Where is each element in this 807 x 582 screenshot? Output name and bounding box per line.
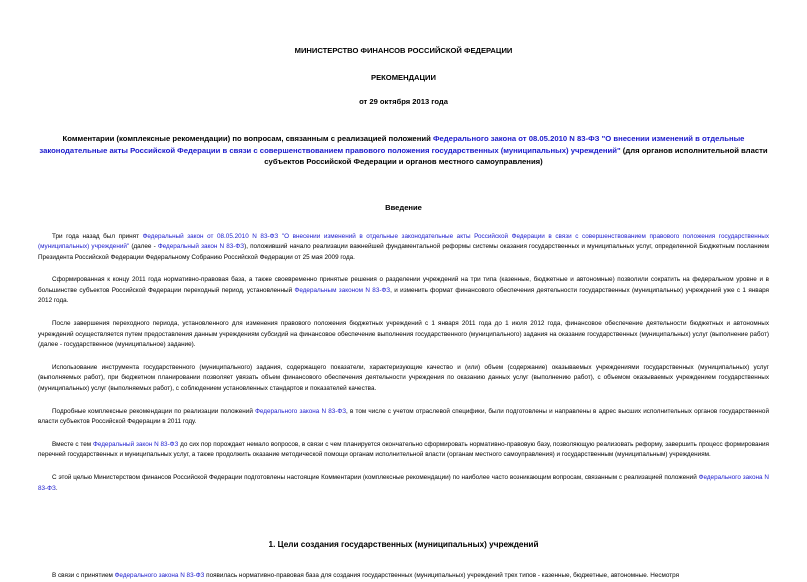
paragraph-text: (далее - [129,243,158,251]
title-prefix: Комментарии (комплексные рекомендации) по вопросам, связанным с реализацией положений [62,134,433,143]
paragraph-text: Вместе с тем [52,440,93,448]
ministry-heading: МИНИСТЕРСТВО ФИНАНСОВ РОССИЙСКОЙ ФЕДЕРАЦИИ [294,46,513,55]
section-1-heading: 1. Цели создания государственных (муниципальных) учреждений [268,540,539,550]
paragraph-7 [38,473,769,494]
paragraph-text: до сих пор порождает немало вопросов, в связи с чем планируется окончательно сформировать нормативно-правовую базу, позволяющую реализовать реформу, завершить процесс формирования перечней государственных и муниципальных услуг, а также продолжить оказание методической помощи органам исполнительной власти (органам местного самоуправления) и государственным (муниципальным) учреждениям. [38,440,769,459]
paragraph-8 [38,571,769,582]
intro-heading: Введение [385,202,422,212]
law-link[interactable]: Федерального закона N 83-ФЗ [255,407,347,415]
law-link[interactable]: Федерального закона N 83-ФЗ [38,474,770,492]
paragraph-text: Подробные комплексные рекомендации по реализации положений [52,407,256,415]
paragraph-5 [38,407,769,428]
law-link[interactable]: Федеральный закон от 08.05.2010 N 83-ФЗ "О внесении изменений в отдельные законодательные акты Российской Федерации в связи с совершенствованием правового положения государственных (муниципальных) учреждений" [38,232,770,251]
paragraph-text: Сформированная к концу 2011 года нормативно-правовая база, а также своевременно принятые решения о разделении учреждений на три типа (казенные, бюджетные и автономные) позволили сократить на федеральном уровне и в большинстве субъектов Российской Федерации переходный период, установленный [38,276,769,294]
title-suffix: (для органов исполнительной власти субъектов Российской Федерации и органов местного самоуправления) [264,145,768,166]
paragraph-4 [38,363,769,395]
paragraph-text: Три года назад был принят [52,232,143,240]
law-link[interactable]: Федеральным законом N 83-ФЗ [294,286,391,294]
law-link[interactable]: Федерального закона N 83-ФЗ [114,572,205,580]
doc-date: от 29 октября 2013 года [359,97,448,106]
paragraph-3 [38,319,769,351]
law-link[interactable]: Федеральный закон N 83-ФЗ [93,440,179,448]
document-title [38,133,769,168]
paragraph-text: После завершения переходного периода, установленного для изменения правового положения бюджетных учреждений с 1 января 2011 года до 1 июля 2012 года, финансовое обеспечение деятельности бюджетных и автономных учреждений осуществляется путем предоставления данным учреждениям субсидий на финансовое обеспечение выполнения государственного (муниципального) задания на оказание государственных (муниципальных) услуг (выполнение работ) (далее - государственное (муниципальное) задание). [38,320,769,349]
paragraph-2 [38,275,769,307]
paragraph-text: . [55,484,58,492]
paragraph-1 [38,232,769,264]
paragraph-6 [38,440,769,461]
paragraph-text: С этой целью Министерством финансов Российской Федерации подготовлены настоящие Комментарии (комплексные рекомендации) по наиболее часто возникающим вопросам, связанным с реализацией положений [52,474,699,481]
paragraph-text: , в том числе с учетом отраслевой специфики, были подготовлены и направлены в адрес высших исполнительных органов государственной власти субъектов Российской Федерации в 2011 году. [38,407,770,426]
doc-type-heading: РЕКОМЕНДАЦИИ [371,73,436,82]
paragraph-text: В связи с принятием [52,572,115,580]
paragraph-text: появилась нормативно-правовая база для создания государственных (муниципальных) учреждений трех типов - казенные, бюджетные, автономные. Несмотря [204,572,680,580]
paragraph-text: , и изменить формат финансового обеспечения деятельности государственных (муниципальных) учреждений уже с 1 января 2012 года. [38,286,769,305]
paragraph-text: Использование инструмента государственного (муниципального) задания, содержащего показатели, характеризующие качество и (или) объем (содержание) оказываемых учреждениями государственных (муниципальных) услуг (выполняемых работ), при бюджетном планировании позволяет увязать объем финансового обеспечения деятельности учреждения по оказанию данных услуг (выполнению работ), с объемом оказываемых учреждением государственных (муниципальных) услуг (выполняемых работ), с соблюдением установленных стандартов и показателей качества. [38,363,769,393]
paragraph-text: ), положивший начало реализации важнейшей фундаментальной реформы системы оказания государственных и муниципальных услуг, определенной Бюджетным посланием Президента Российской Федерации Федеральному Собранию Российской Федерации от 25 мая 2009 года. [38,243,770,261]
title-law-link[interactable]: Федерального закона от 08.05.2010 N 83-ФЗ "О внесении изменений в отдельные законодательные акты Российской Федерации в связи с совершенствованием правового положения государственных (муниципальных) учреждений" [39,134,745,155]
law-short-link[interactable]: Федеральный закон N 83-ФЗ [157,243,245,251]
